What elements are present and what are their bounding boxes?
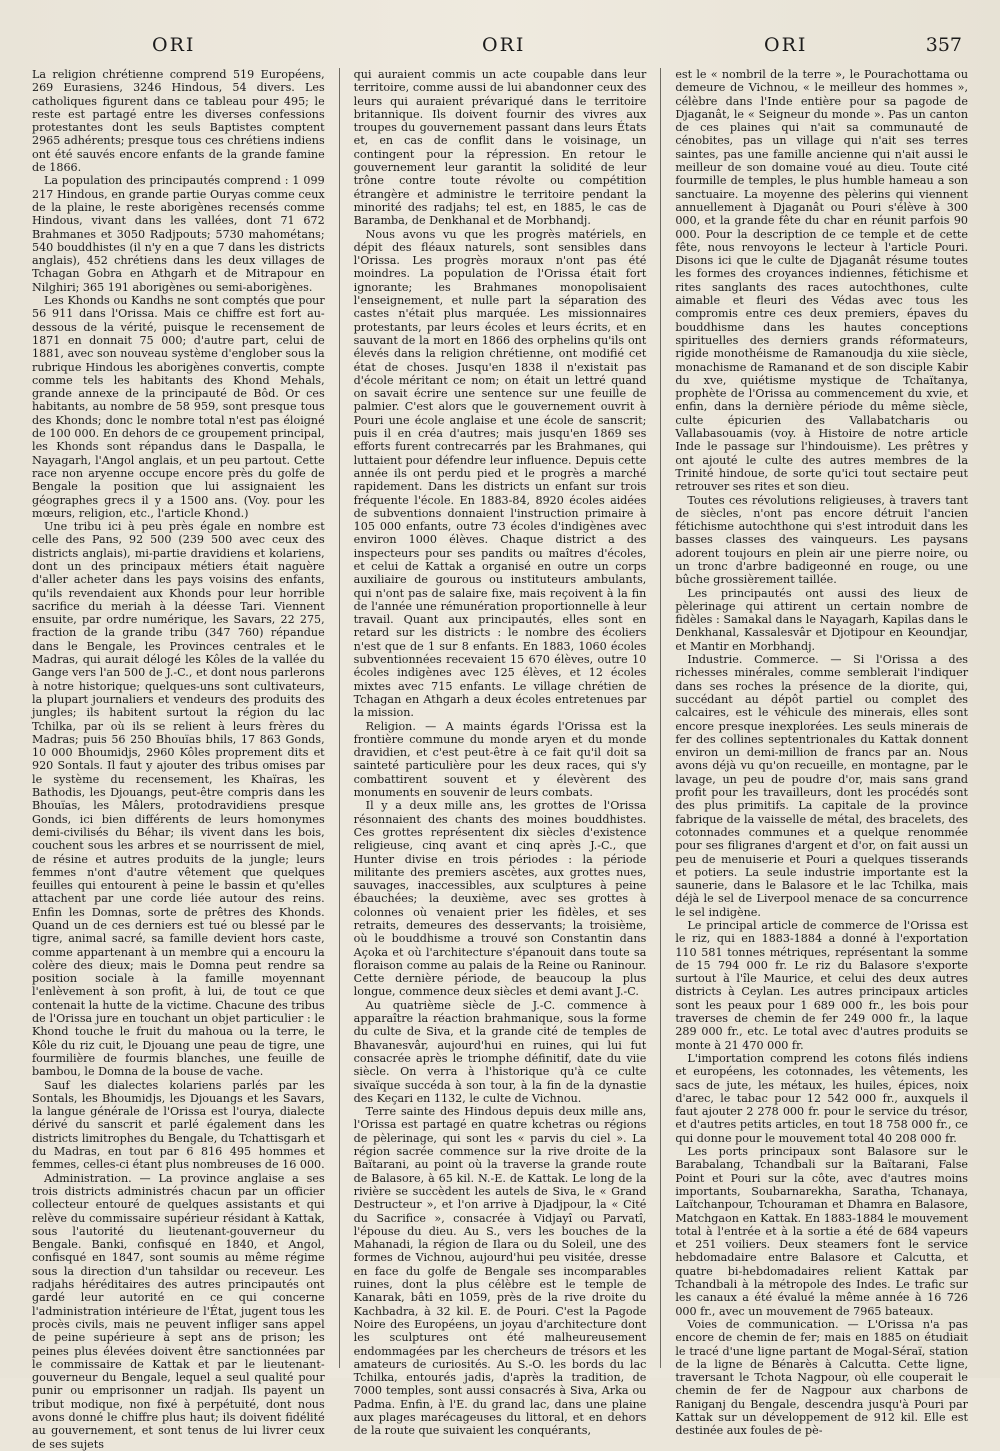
paragraph: Les principautés ont aussi des lieux de pèlerinage qui attirent un certain nombre de fidèles : Samakal dans le Nayagarh, Kapilas dans le Denkhanal, Kassalesvâr et Djotipour en Keoundjar, et Mantir en Morbhandj.	[675, 586, 969, 653]
header-left-word: ORI	[152, 34, 196, 56]
paragraph: Toutes ces révolutions religieuses, à travers tant de siècles, n'ont pas encore détruit l'ancien fétichisme autochthone qui s'est introduit dans les basses classes des vainqueurs. Les paysans adorent toujours en plein air une pierre noire, ou un tronc d'arbre badigeonné en rouge, ou une bûche grossièrement taillée.	[675, 493, 969, 587]
paragraph: Au quatrième siècle de J.-C. commence à apparaître la réaction brahmanique, sous la forme du culte de Siva, et la grande cité de temples de Bhavanesvâr, aujourd'hui en ruines, qui lui fut consacrée après le triomphe définitif, date du viie siècle. On verra à l'historique qu'à ce culte sivaïque succéda à son tour, à la fin de la dynastie des Keçari en 1132, le culte de Vichnou.	[353, 998, 647, 1105]
paragraph: Administration. — La province anglaise a ses trois districts administrés chacun par un officier collecteur entouré de quelques assistants et qui relève du commissaire supérieur résidant à Kattak, sous l'autorité du lieutenant-gouverneur du Bengale. Banki, confisqué en 1840, et Angol, confisqué en 1847, sont soumis au même régime sous la direction d'un tahsildar ou receveur. Les radjahs héréditaires des autres principautés ont gardé leur autorité en ce qui concerne l'administration intérieure de l'État, jugent tous les procès civils, mais ne peuvent infliger sans appel de peine supérieure à sept ans de prison; les peines plus élevées doivent être sanctionnées par le commissaire de Kattak et par le lieutenant-gouverneur du Bengale, lequel a seul qualité pour punir ou emprisonner un radjah. Ils payent un tribut modique, non fixé à perpétuité, dont nous avons donné le chiffre plus haut; ils doivent fidélité au gouvernement, et sont tenus de lui livrer ceux de ses sujets	[32, 1171, 325, 1451]
header-right-word: ORI	[764, 34, 808, 56]
column-divider	[660, 68, 661, 1368]
text-columns	[32, 68, 969, 1451]
paragraph: qui auraient commis un acte coupable dans leur territoire, comme aussi de lui abandonner ceux des leurs qui auraient prévariqué dans le territoire britannique. Ils doivent fournir des vivres aux troupes du gouvernement passant dans leurs États et, en cas de conflit dans le voisinage, un contingent pour la répression. En retour le gouvernement leur garantit la solidité de leur trône contre toute révolte ou compétition étrangère et administre le territoire pendant la minorité des radjahs; tel est, en 1885, le cas de Baramba, de Denkhanal et de Morbhandj.	[353, 68, 647, 228]
paragraph: La religion chrétienne comprend 519 Européens, 269 Eurasiens, 3246 Hindous, 54 divers. Les catholiques figurent dans ce tableau pour 495; le reste est partagé entre les diverses confessions protestantes dont les seuls Baptistes comptent 2965 adhérents; presque tous ces chrétiens indiens ont été sauvés encore enfants de la grande famine de 1866.	[32, 68, 325, 175]
column-middle	[353, 68, 647, 1438]
paragraph: La population des principautés comprend : 1 099 217 Hindous, en grande partie Ouryas comme ceux de la plaine, le reste aborigènes recensés comme Hindous, vivant dans les vallées, dont 71 672 Brahmanes et 3050 Radjpouts; 5730 mahométans; 540 bouddhistes (il n'y en a que 7 dans les districts anglais), 452 chrétiens dans les deux villages de Tchagan Gobra en Athgarh et de Mitrapour en Nilghiri; 365 191 aborigènes ou semi-aborigènes.	[32, 174, 325, 294]
paragraph: L'importation comprend les cotons filés indiens et européens, les cotonnades, les vêtements, les sacs de jute, les métaux, les huiles, épices, noix d'arec, le tabac pour 12 542 000 fr., auxquels il faut ajouter 2 278 000 fr. pour le service du trésor, et d'autres petits articles, en tout 18 758 000 fr., ce qui donne pour le mouvement total 40 208 000 fr.	[675, 1051, 969, 1145]
paragraph: Industrie. Commerce. — Si l'Orissa a des richesses minérales, comme semblerait l'indiquer dans ses roches la présence de la diorite, qui, succédant au dépôt partiel ou complet des calcaires, est le véhicule des minerais, elles sont encore presque inexplorées. Les seuls minerais de fer des collines septentrionales du Kattak donnent environ un demi-million de francs par an. Nous avons déjà vu qu'on recueille, en montagne, par le lavage, un peu de poudre d'or, mais sans grand profit pour les travailleurs, dont les procédés sont des plus primitifs. La capitale de la province fabrique de la vaisselle de métal, des bracelets, des cotonnades communes et a quelque renommée pour ses filigranes d'argent et d'or, on fait aussi un peu de menuiserie et Pouri a quelques tisserands et potiers. La seule industrie importante est la saunerie, dans le Balasore et le lac Tchilka, mais déjà le sel de Liverpool menace de sa concurrence le sel indigène.	[675, 653, 969, 919]
page-number: 357	[925, 34, 962, 56]
paragraph: Le principal article de commerce de l'Orissa est le riz, qui en 1883-1884 a donné à l'exportation 110 581 tonnes métriques, représentant la somme de 15 794 000 fr. Le riz du Balasore s'exporte surtout à l'île Maurice, et celui des deux autres districts à Ceylan. Les autres principaux articles sont les peaux pour 1 689 000 fr., les bois pour traverses de chemin de fer 249 000 fr., la laque 289 000 fr., etc. Le total avec d'autres produits se monte à 21 470 000 fr.	[675, 919, 969, 1052]
paragraph: Une tribu ici à peu près égale en nombre est celle des Pans, 92 500 (239 500 avec ceux des districts anglais), mi-partie dravidiens et kolariens, dont un des principaux métiers était naguère d'aller acheter dans les pays voisins des enfants, qu'ils revendaient aux Khonds pour leur horrible sacrifice du meriah à la déesse Tari. Viennent ensuite, par ordre numérique, les Savars, 22 275, fraction de la grande tribu (347 760) répandue dans le Bengale, les Provinces centrales et le Madras, qui aurait délogé les Kôles de la vallée du Gange vers l'an 500 de J.-C., et dont nous parlerons à notre historique; quelques-uns sont cultivateurs, la plupart journaliers et vendeurs des produits des jungles; ils habitent surtout la région du lac Tchilka, par où ils se relient à leurs frères du Madras; puis 56 250 Bhouïas bhils, 17 863 Gonds, 10 000 Bhoumidjs, 2960 Kôles proprement dits et 920 Sontals. Il faut y ajouter des tribus omises par le système du recensement, les Khaïras, les Bathodis, les Djouangs, peut-être compris dans les Bhouïas, les Mâlers, protodravidiens presque Gonds, ici bien différents de leurs homonymes demi-civilisés du Béhar; ils vivent dans les bois, couchent sous les arbres et se nourrissent de miel, de résine et autres produits de la jungle; leurs femmes n'ont d'autre vêtement que quelques feuilles qui entourent à peine le bassin et qu'elles attachent par une corde liée autour des reins. Enfin les Domnas, sorte de prêtres des Khonds. Quand un de ces derniers est tué ou blessé par le tigre, animal sacré, sa famille devient hors caste, comme appartenant à un membre qui a encouru la colère des dieux; mais le Domna peut rendre sa position sociale à la famille moyennant l'enlèvement à son profit, à lui, de tout ce que contenait la hutte de la victime. Chacune des tribus de l'Orissa jure en touchant un objet particulier : le Khond touche le fruit du mahoua ou la terre, le Kôle du riz cuit, le Djouang une peau de tigre, une fourmilière de fourmis blanches, une feuille de bambou, le Domna de la bouse de vache.	[32, 520, 325, 1079]
paragraph: Nous avons vu que les progrès matériels, en dépit des fléaux naturels, sont sensibles dans l'Orissa. Les progrès moraux n'ont pas été moindres. La population de l'Orissa était fort ignorante; les Brahmanes monopolisaient l'enseignement, et nulle part la séparation des castes n'était plus marquée. Les missionnaires protestants, par leurs écoles et leurs écrits, et en sauvant de la mort en 1866 des orphelins qu'ils ont élevés dans la religion chrétienne, ont modifié cet état de choses. Jusqu'en 1838 il n'existait pas d'école méritant ce nom; on était un lettré quand on savait écrire une sentence sur une feuille de palmier. C'est alors que le gouvernement ouvrit à Pouri une école anglaise et une école de sanscrit; puis il en créa d'autres; mais jusqu'en 1869 ses efforts furent contrecarrés par les Brahmanes, qui luttaient pour défendre leur influence. Depuis cette année ils ont perdu pied et le progrès a marché rapidement. Dans les districts un enfant sur trois fréquente l'école. En 1883-84, 8920 écoles aidées de subventions donnaient l'instruction primaire à 105 000 enfants, outre 73 écoles d'indigènes avec environ 1000 élèves. Chaque district a des inspecteurs pour ses pandits ou maîtres d'écoles, et celui de Kattak a organisé en outre un corps auxiliaire de gourous ou instituteurs ambulants, qui n'ont pas de salaire fixe, mais reçoivent à la fin de l'année une rémunération proportionnelle à leur travail. Quant aux principautés, elles sont en retard sur les districts : le nombre des écoliers n'est que de 1 sur 8 enfants. En 1883, 1060 écoles subventionnées recevaient 15 670 élèves, outre 10 écoles indigènes avec 125 élèves, et 12 écoles mixtes avec 715 enfants. Le village chrétien de Tchagan en Athgarh a deux écoles entretenues par la mission.	[353, 227, 647, 720]
header-center-word: ORI	[482, 34, 526, 56]
paragraph: Les ports principaux sont Balasore sur le Barabalang, Tchandbali sur la Baïtarani, False Point et Pouri sur la côte, avec d'autres moins importants, Soubarnarekha, Saratha, Tchanaya, Laïtchanpour, Tchouraman et Dhamra en Balasore, Matchgaon en Kattak. En 1883-1884 le mouvement total à l'entrée et à la sortie a été de 684 vapeurs et 251 voiliers. Deux steamers font le service hebdomadaire entre Balasore et Calcutta, et quatre bi-hebdomadaires relient Kattak par Tchandbali à la métropole des Indes. Le trafic sur les canaux a été évalué la même année à 16 726 000 fr., avec un mouvement de 7965 bateaux.	[675, 1145, 969, 1318]
column-left	[32, 68, 325, 1451]
paragraph: Sauf les dialectes kolariens parlés par les Sontals, les Bhoumidjs, les Djouangs et les Savars, la langue générale de l'Orissa est l'ourya, dialecte dérivé du sanscrit et parlé également dans les districts limitrophes du Bengale, du Tchattisgarh et du Madras, en tout par 6 816 495 hommes et femmes, celles-ci étant plus nombreuses de 16 000.	[32, 1078, 325, 1172]
column-right	[675, 68, 969, 1438]
paragraph: Terre sainte des Hindous depuis deux mille ans, l'Orissa est partagé en quatre kchetras ou régions de pèlerinage, qui sont les « parvis du ciel ». La région sacrée commence sur la rive droite de la Baïtarani, au point où la traverse la grande route de Balasore, à 65 kil. N.-E. de Kattak. Le long de la rivière se succèdent les autels de Siva, le « Grand Destructeur », et l'on arrive à Djadjpour, la « Cité du Sacrifice », consacrée à Vidjayî ou Parvatî, l'épouse du dieu. Au S., vers les bouches de la Mahanadi, la région de Ilara ou du Soleil, une des formes de Vichnou, aujourd'hui peu visitée, dresse en face du golfe de Bengale ses incomparables ruines, dont la plus célèbre est le temple de Kanarak, bâti en 1059, près de la rive droite du Kachbadra, à 32 kil. E. de Pouri. C'est la Pagode Noire des Européens, un joyau d'architecture dont les sculptures ont été malheureusement endommagées par les chercheurs de trésors et les amateurs de curiosités. Au S.-O. les bords du lac Tchilka, entourés jadis, d'après la tradition, de 7000 temples, sont aussi consacrés à Siva, Arka ou Padma. Enfin, à l'E. du grand lac, dans une plaine aux plages marécageuses du littoral, et en dehors de la route que suivaient les conquérants,	[353, 1105, 647, 1438]
column-divider	[339, 68, 340, 1368]
running-header	[32, 34, 968, 68]
paragraph: Voies de communication. — L'Orissa n'a pas encore de chemin de fer; mais en 1885 on étudiait le tracé d'une ligne partant de Mogal-Séraï, station de la ligne de Bénarès à Calcutta. Cette ligne, traversant le Tchota Nagpour, où elle couperait le chemin de fer de Nagpour aux charbons de Raniganj du Bengale, descendra jusqu'à Pouri par Kattak sur un développement de 912 kil. Elle est destinée aux foules de pè-	[675, 1317, 969, 1438]
paragraph: Les Khonds ou Kandhs ne sont comptés que pour 56 911 dans l'Orissa. Mais ce chiffre est fort au-dessous de la vérité, puisque le recensement de 1871 en donnait 75 000; d'autre part, celui de 1881, avec son nouveau système d'englober sous la rubrique Hindous les aborigènes convertis, compte comme tels les habitants des Khond Mehals, grande annexe de la principauté de Bôd. Or ces habitants, au nombre de 58 959, sont presque tous des Khonds; donc le nombre total n'est pas éloigné de 100 000. En dehors de ce groupement principal, les Khonds sont répandus dans le Daspalla, le Nayagarh, l'Angol anglais, et un peu partout. Cette race non aryenne occupe encore près du golfe de Bengale la position que lui assignaient les géographes grecs il y a 1500 ans. (Voy. pour les mœurs, religion, etc., l'article Khond.)	[32, 294, 325, 520]
paragraph: est le « nombril de la terre », le Pourachottama ou demeure de Vichnou, « le meilleur des hommes », célèbre dans l'Inde entière pour sa pagode de Djaganât, le « Seigneur du monde ». Pas un canton de ces plaines qui n'ait sa communauté de cénobites, pas un village qui n'ait ses terres saintes, pas une famille ancienne qui n'ait aussi le meilleur de son domaine voué au dieu. Toute cité fourmille de temples, le plus humble hameau a son sanctuaire. La moyenne des pèlerins qui viennent annuellement à Djaganât ou Pouri s'élève à 300 000, et la grande fête du char en réunit parfois 90 000. Pour la description de ce temple et de cette fête, nous renvoyons le lecteur à l'article Pouri. Disons ici que le culte de Djaganât résume toutes les formes des croyances indiennes, fétichisme et rites sanglants des races autochthones, culte aimable et fleuri des Védas avec tous les compromis entre ces deux premiers, épaves du bouddhisme dans les hautes conceptions spirituelles des derniers grands réformateurs, rigide monothéisme de Ramanoudja du xiie siècle, monachisme de Ramanand et de son disciple Kabir du xve, quiétisme mystique de Tchaïtanya, prophète de l'Orissa au commencement du xvie, et enfin, dans la dernière période du même siècle, culte épicurien des Vallabatcharis ou Vallabasouamis (voy. à Histoire de notre article Inde le passage sur l'hindouisme). Les prêtres y ont ajouté le culte des autres membres de la Trinité hindoue, de sorte qu'ici tout sectaire peut retrouver ses rites et son dieu.	[675, 68, 969, 494]
paragraph: Il y a deux mille ans, les grottes de l'Orissa résonnaient des chants des moines bouddhistes. Ces grottes représentent dix siècles d'existence religieuse, cinq avant et cinq après J.-C., que Hunter divise en trois périodes : la période militante des premiers ascètes, aux grottes nues, sauvages, inaccessibles, aux sculptures à peine ébauchées; la deuxième, avec ses grottes à colonnes où venaient prier les fidèles, et ses retraits, demeures des desservants; la troisième, où le bouddhisme a trouvé son Constantin dans Açoka et où l'architecture s'épanouit dans toute sa floraison comme au palais de la Reine ou Raninour. Cette dernière période, de beaucoup la plus longue, commence deux siècles et demi avant J.-C.	[353, 799, 647, 999]
paragraph: Religion. — A maints égards l'Orissa est la frontière commune du monde aryen et du monde dravidien, et c'est peut-être à ce fait qu'il doit sa sainteté particulière pour les deux races, qui s'y combattirent souvent et y élevèrent des monuments en souvenir de leurs combats.	[353, 719, 647, 800]
